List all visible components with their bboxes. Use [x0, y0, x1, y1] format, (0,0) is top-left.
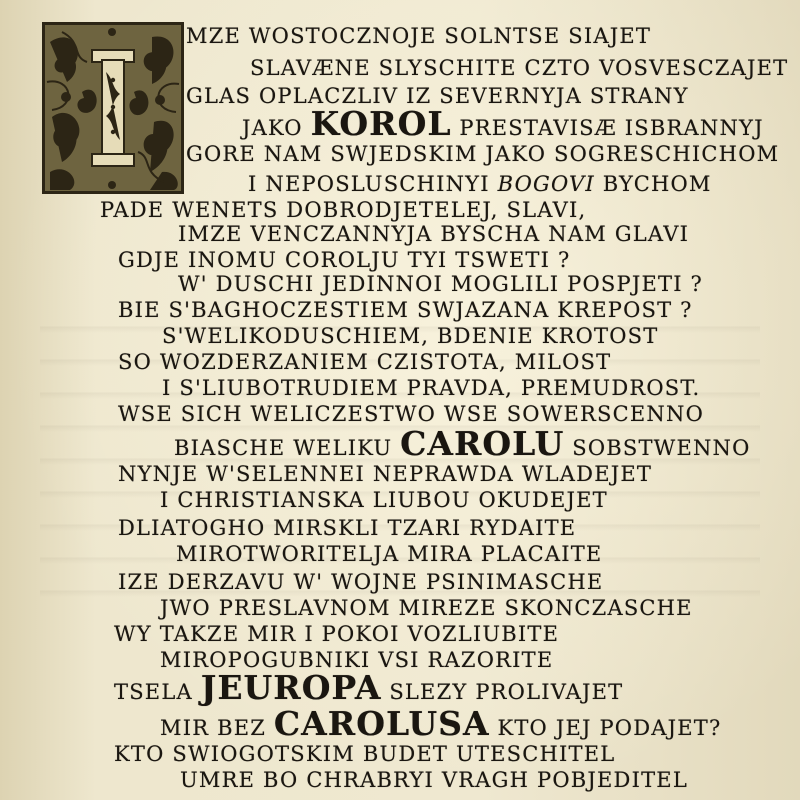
verse-line-28: UMRE BO CHRABRYI VRAGH POBJEDITEL — [180, 768, 688, 792]
verse-line-27: KTO SWIOGOTSKIM BUDET UTESCHITEL — [114, 742, 616, 766]
highlight-name-jeuropa: JEUROPA — [200, 668, 382, 707]
verse-line-22: JWO PRESLAVNOM MIREZE SKONCZASCHE — [160, 596, 693, 620]
verse-line-3: GLAS OPLACZLIV IZ SEVERNYJA STRANY — [186, 84, 689, 108]
verse-line-5: GORE NAM SWJEDSKIM JAKO SOGRESCHICHOM — [186, 142, 780, 166]
verse-line-24: MIROPOGUBNIKI VSI RAZORITE — [160, 648, 554, 672]
verse-line-13: SO WOZDERZANIEM CZISTOTA, MILOST — [118, 350, 612, 374]
verse-line-26: MIR BEZ CAROLUSA KTO JEJ PODAJET? — [160, 704, 722, 743]
highlight-name-carolusa: CAROLUSA — [273, 704, 490, 743]
verse-line-19: DLIATOGHO MIRSKLI TZARI RYDAITE — [118, 516, 577, 540]
verse-line-10: W' DUSCHI JEDINNOI MOGLILI POSPJETI ? — [178, 272, 704, 296]
verse-line-17: NYNJE W'SELENNEI NEPRAWDA WLADEJET — [118, 462, 653, 486]
verse-line-25: TSELA JEUROPA SLEZY PROLIVAJET — [114, 668, 624, 707]
highlight-name-korol: KOROL — [310, 104, 452, 143]
verse-line-23: WY TAKZE MIR I POKOI VOZLIUBITE — [114, 622, 560, 646]
verse-line-12: S'WELIKODUSCHIEM, BDENIE KROTOST — [162, 324, 659, 348]
italic-word-bogovi: BOGOVI — [497, 172, 595, 196]
verse-line-11: BIE S'BAGHOCZESTIEM SWJAZANA KREPOST ? — [118, 298, 693, 322]
verse-line-4: JAKO KOROL PRESTAVISÆ ISBRANNYJ — [242, 104, 764, 143]
verse-line-9: GDJE INOMU COROLJU TYI TSWETI ? — [118, 248, 571, 272]
verse-line-20: MIROTWORITELJA MIRA PLACAITE — [176, 542, 603, 566]
decorated-initial-letter — [42, 22, 184, 194]
verse-line-8: IMZE VENCZANNYJA BYSCHA NAM GLAVI — [178, 222, 690, 246]
verse-line-7: PADE WENETS DOBRODJETELEJ, SLAVI, — [100, 198, 587, 222]
verse-line-2: SLAVÆNE SLYSCHITE CZTO VOSVESCZAJET — [250, 56, 789, 80]
verse-line-14: I S'LIUBOTRUDIEM PRAVDA, PREMUDROST. — [162, 376, 701, 400]
verse-line-16: BIASCHE WELIKU CAROLU SOBSTWENNO — [174, 424, 751, 463]
verse-line-6: I NEPOSLUSCHINYI BOGOVI BYCHOM — [248, 172, 712, 196]
highlight-name-carolu: CAROLU — [400, 424, 565, 463]
verse-line-15: WSE SICH WELICZESTWO WSE SOWERSCENNO — [118, 402, 704, 426]
verse-line-1: MZE WOSTOCZNOJE SOLNTSE SIAJET — [186, 24, 652, 48]
verse-line-21: IZE DERZAVU W' WOJNE PSINIMASCHE — [118, 570, 604, 594]
verse-line-18: I CHRISTIANSKA LIUBOU OKUDEJET — [160, 488, 608, 512]
